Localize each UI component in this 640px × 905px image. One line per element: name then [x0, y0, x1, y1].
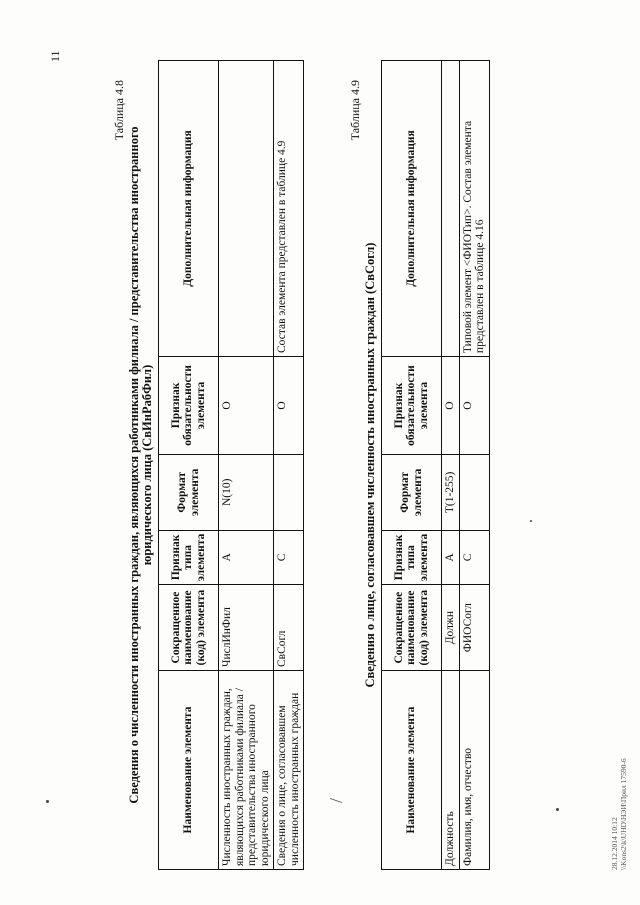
column-header: Сокращенное наименование (код) элемента [382, 585, 442, 671]
pen-mark: / [326, 797, 347, 804]
table-row [459, 61, 489, 870]
table-header-row [159, 61, 219, 870]
table-cell [442, 61, 460, 357]
column-header: Признак обязательности элемента [382, 357, 442, 455]
table-4-9-block [348, 60, 640, 870]
table-cell [219, 61, 274, 357]
column-header: Дополнительная информация [159, 61, 219, 357]
table-cell: СвСогл [274, 585, 304, 671]
table-cell [274, 454, 304, 530]
table-row [442, 61, 460, 870]
table-row [274, 61, 304, 870]
scan-speck [556, 808, 559, 811]
table-cell: А [219, 530, 274, 584]
table-cell: С [274, 530, 304, 584]
table-cell: Сведения о лице, согласовавшем численность иностранных граждан [274, 671, 304, 870]
table-cell: С [459, 530, 489, 584]
table-row [219, 61, 274, 870]
table-cell [459, 454, 489, 530]
table-cell: Должн [442, 585, 460, 671]
column-header: Сокращенное наименование (код) элемента [159, 585, 219, 671]
table-cell: ФИОСогл [459, 585, 489, 671]
table-title-line: юридического лица (СвИнРабФил) [140, 364, 154, 566]
table-cell: Фамилия, имя, отчество [459, 671, 489, 870]
table-cell: N(10) [219, 454, 274, 530]
file-stamp-date: 28.12.2014 10:12 [610, 817, 619, 870]
table-cell: ЧислИнФил [219, 585, 274, 671]
table-cell: Должность [442, 671, 460, 870]
table-caption: Таблица 4.9 [348, 80, 362, 141]
table-cell: О [442, 357, 460, 455]
column-header: Формат элемента [382, 454, 442, 530]
table-cell: О [219, 356, 274, 454]
table-header-row [382, 61, 442, 870]
table-cell: О [459, 357, 489, 455]
table-caption: Таблица 4.8 [112, 80, 126, 141]
scan-speck [530, 520, 532, 522]
table-title: Сведения о лице, согласовавшем численность иностранных граждан (СвСогл) [363, 242, 377, 688]
column-header: Дополнительная информация [382, 61, 442, 357]
file-stamp-path: \\Kons2\k\UHD\НЭИ\Прил 17590-6 [619, 758, 628, 870]
column-header: Наименование элемента [159, 671, 219, 870]
table-cell: Состав элемента представлен в таблице 4.9 [274, 61, 304, 357]
column-header: Признак типа элемента [159, 530, 219, 584]
table-cell: О [274, 356, 304, 454]
table-cell: А [442, 530, 460, 584]
page-number: 11 [48, 50, 62, 62]
table-title-line: Сведения о численности иностранных граждан, являющихся работниками филиала / представительства иностранного [127, 126, 141, 804]
table-title [128, 60, 154, 870]
table-cell: Типовой элемент <ФИОТип>. Состав элемента представлен в таблице 4.16 [459, 61, 489, 357]
table-cell: T(1-255) [442, 454, 460, 530]
scan-speck [46, 800, 49, 803]
table-4-8 [158, 60, 304, 870]
file-stamp [610, 758, 628, 870]
column-header: Формат элемента [159, 454, 219, 530]
table-cell: Численность иностранных граждан, являющихся работниками филиала / представительства иностранного юридического лица [219, 671, 274, 870]
column-header: Наименование элемента [382, 671, 442, 870]
column-header: Признак типа элемента [382, 530, 442, 584]
column-header: Признак обязательности элемента [159, 356, 219, 454]
table-4-9 [381, 60, 490, 870]
